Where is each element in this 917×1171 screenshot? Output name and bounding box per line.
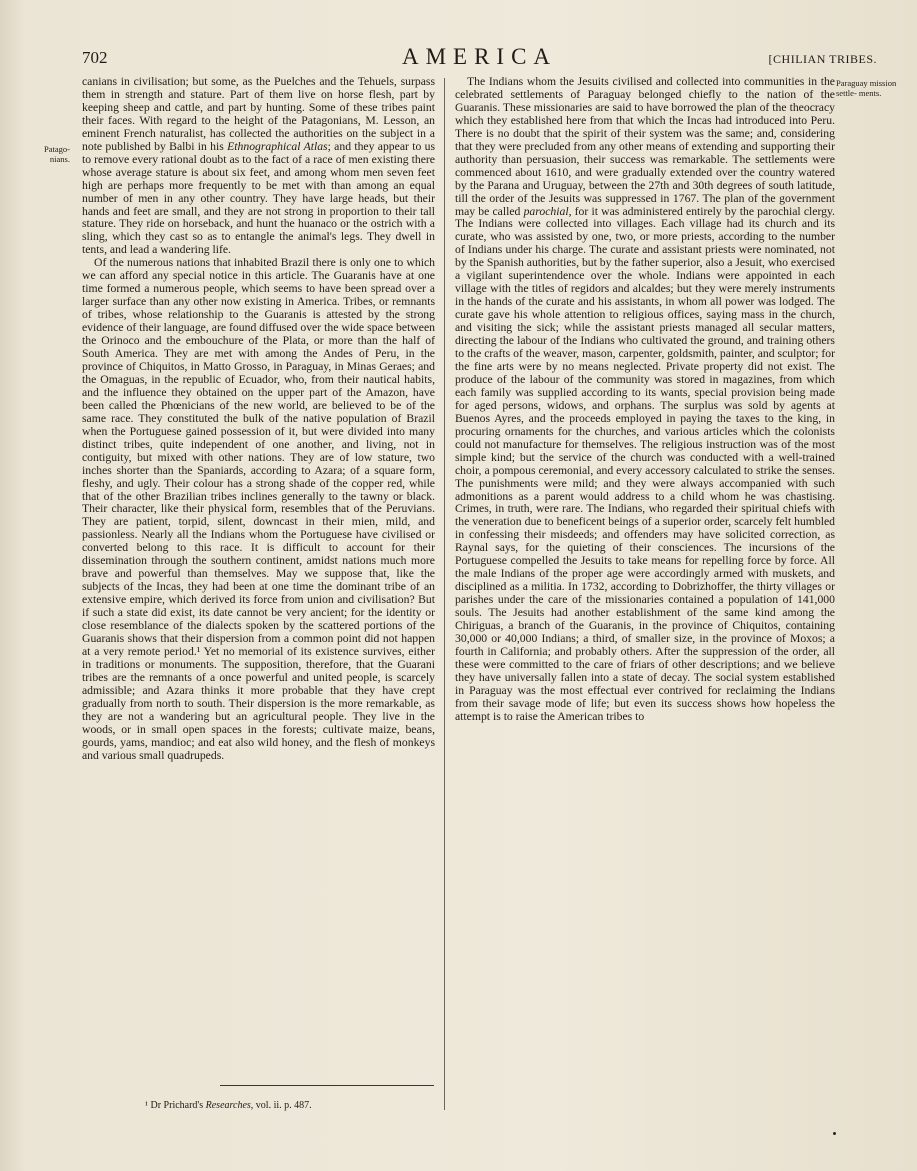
text-run: ; and they appear to us to remove every rational doubt as to the fact of a race of men existing there whose average stature is about six feet, and among whom men seven feet high are perhaps more frequently to be met with than among an equal number of men in any other country. They have large heads, but their hands and feet are small, and they are not strong in proportion to their tall stature. They ride on horseback, and hunt the huanaco or the ostrich with a sling, which they cast so as to entangle the animal's legs. They dwell in tents, and lead a wandering life. bbox=[82, 139, 435, 257]
text-run: , for it was administered entirely by the parochial clergy. The Indians were collected into villages. Each village had its church and its curate, who was assisted by one, two, or more priests, according to the number of Indians under his charge. The curate and assistant priests were nominated, not by the Spanish authorities, but by the father superior, also a Jesuit, who exercised a vigilant superintendence over the whole. Indians were appointed in each village with the titles of regidors and alcaldes; but they were merely instruments in the hands of the curate and his assistants, in whom all power was lodged. The curate gave his whole attention to religious offices, saying mass in the church, and visiting the sick; while the assistant priests managed all secular matters, directing the labour of the Indians who cultivated the ground, and training others to the crafts of the weaver, mason, carpenter, goldsmith, painter, and sculptor; for the fine arts were by no means neglected. Private property did not exist. The produce of the labour of the community was stored in magazines, from which each family was supplied according to its wants, special provision being made for aged persons, widows, and orphans. The surplus was sold by agents at Buenos Ayres, and the proceeds employed in paying the taxes to the king, in procuring ornaments for the churches, and various articles which the colonists could not manufacture for themselves. The religious instruction was of the most simple kind; but the service of the church was conducted with a well-trained choir, a pompous ceremonial, and every accessory calculated to strike the senses. The punishments were mild; and they were always accompanied with such admonitions as a parent would address to a child whom he was chastising. Crimes, in truth, were rare. The Indians, who regarded their spiritual chiefs with the veneration due to beneficent beings of a superior order, scarcely felt humbled in confessing their misdeeds; and offenders may have solicited correction, as Raynal says, for the quieting of their consciences. The incursions of the Portuguese compelled the Jesuits to take means for repelling force by force. All the male Indians of the proper age were accordingly armed with muskets, and disciplined as a militia. In 1732, according to Dobrizhoffer, the thirty villages or parishes under the care of the missionaries contained a population of 141,000 souls. The Jesuits had another establishment of the same kind among the Chiriguas, a branch of the Guaranis, in the province of Chiquitos, containing 30,000 or 40,000 Indians; a third, of smaller size, in the province of Moxos; a fourth in California; and probably others. After the suppression of the order, all these were committed to the care of friars of other descriptions; and we believe they have universally fallen into a state of decay. The social system established in Paraguay was the most effectual ever contrived for reclaiming the Indians from their savage mode of life; but even its success shows how hopeless the attempt is to raise the American tribes to bbox=[455, 204, 835, 723]
left-column bbox=[82, 76, 435, 763]
paragraph-jesuit-missions bbox=[455, 76, 835, 724]
margin-note-patagonians: Patago- nians. bbox=[44, 144, 70, 164]
margin-note-paraguay: Paraguay mission settle- ments. bbox=[836, 78, 897, 98]
footnote bbox=[145, 1100, 312, 1111]
footnote-rule bbox=[220, 1085, 434, 1086]
page-number: 702 bbox=[82, 48, 108, 67]
running-title: AMERICA bbox=[401, 44, 558, 69]
text-run: The Indians whom the Jesuits civilised and collected into communities in the celebrated settlements of Paraguay belonged chiefly to the nation of the Guaranis. These missionaries are said to have borrowed the plan of the theocracy which they established here from that which the Incas had introduced into Peru. There is no doubt that the spirit of their system was the same; and, considering that they were precluded from any other means of extending and supporting their authority than persuasion, their success was remarkable. The settlements were commenced about 1610, and were gradually extended over the country watered by the Parana and Uruguay, between the 27th and 30th degrees of south latitude, till the order of the Jesuits was suppressed in 1767. The plan of the government may be called bbox=[455, 75, 835, 218]
italic-word: parochial bbox=[523, 204, 569, 218]
italic-title: Ethnographical Atlas bbox=[227, 139, 328, 153]
footnote-prefix: ¹ Dr Prichard's bbox=[145, 1100, 206, 1111]
right-column bbox=[455, 76, 835, 724]
section-heading: [CHILIAN TRIBES. bbox=[768, 52, 877, 66]
column-divider bbox=[444, 78, 445, 1110]
page-header bbox=[82, 44, 877, 74]
paragraph-patagonians bbox=[82, 76, 435, 257]
text-run: canians in civilisation; but some, as the Puelches and the Tehuels, surpass them in strength and stature. Part of them live on horse flesh, part by keeping sheep and cattle, and part by hunting. Some of these tribes paint their faces. With regard to the height of the Patagonians, M. Lesson, an eminent French naturalist, has collected the authorities on the subject in a note published by Balbi in his bbox=[82, 75, 435, 153]
footnote-italic: Researches bbox=[205, 1100, 251, 1111]
print-mark bbox=[833, 1132, 836, 1135]
footnote-suffix: , vol. ii. p. 487. bbox=[250, 1100, 312, 1111]
paragraph-guaranis: Of the numerous nations that inhabited Brazil there is only one to which we can afford any special notice in this article. The Guaranis have at one time formed a numerous people, which seems to have been spread over a larger surface than any other now existing in America. Tribes, or remnants of tribes, whose relationship to the Guaranis is attested by the strong evidence of their language, are found diffused over the wide space between the Orinoco and the embouchure of the Plata, or more than the half of South America. They are met with among the Andes of Peru, in the province of Chiquitos, in Matto Grosso, in Paraguay, in Minas Geraes; and the Omaguas, in the republic of Ecuador, who, from their nautical habits, and the influence they obtained on the upper part of the Amazon, have been called the Phœnicians of the new world, are believed to be of the same race. They constituted the bulk of the native population of Brazil when the Portuguese gained possession of it, but were divided into many distinct tribes, quite independent of one another, and living, not in contiguity, but mixed with other nations. They are of low stature, two inches shorter than the Spaniards, according to Azara; of a square form, fleshy, and ugly. Their colour has a strong shade of the copper red, while that of the other Brazilian tribes inclines generally to the tawny or black. Their character, like their physical form, resembles that of the Peruvians. They are patient, torpid, silent, downcast in their mien, mild, and passionless. Nearly all the Indians whom the Portuguese have civilised or converted belong to this race. It is difficult to account for their dissemination through the southern continent, amidst nations much more brave and powerful than themselves. May we suppose that, like the subjects of the Incas, they had been at one time the dominant tribe of an extensive empire, which derived its force from union and civilisation? But if such a state did exist, its date cannot be very ancient; for the identity or close resemblance of the dialects spoken by the scattered portions of the Guaranis shows that their dispersion from a common point did not happen at a very remote period.¹ Yet no memorial of its existence survives, either in traditions or monuments. The supposition, therefore, that the Guarani tribes are the remnants of a once powerful and united people, is scarcely admissible; and Azara thinks it more probable that they have crept gradually from north to south. Their dispersion is the more remarkable, as they are not a wandering but an agricultural people. They live in the woods, or in small open spaces in the forests; cultivate maize, beans, gourds, yams, mandioc; and eat also wild honey, and the flesh of monkeys and various small quadrupeds. bbox=[82, 256, 435, 762]
